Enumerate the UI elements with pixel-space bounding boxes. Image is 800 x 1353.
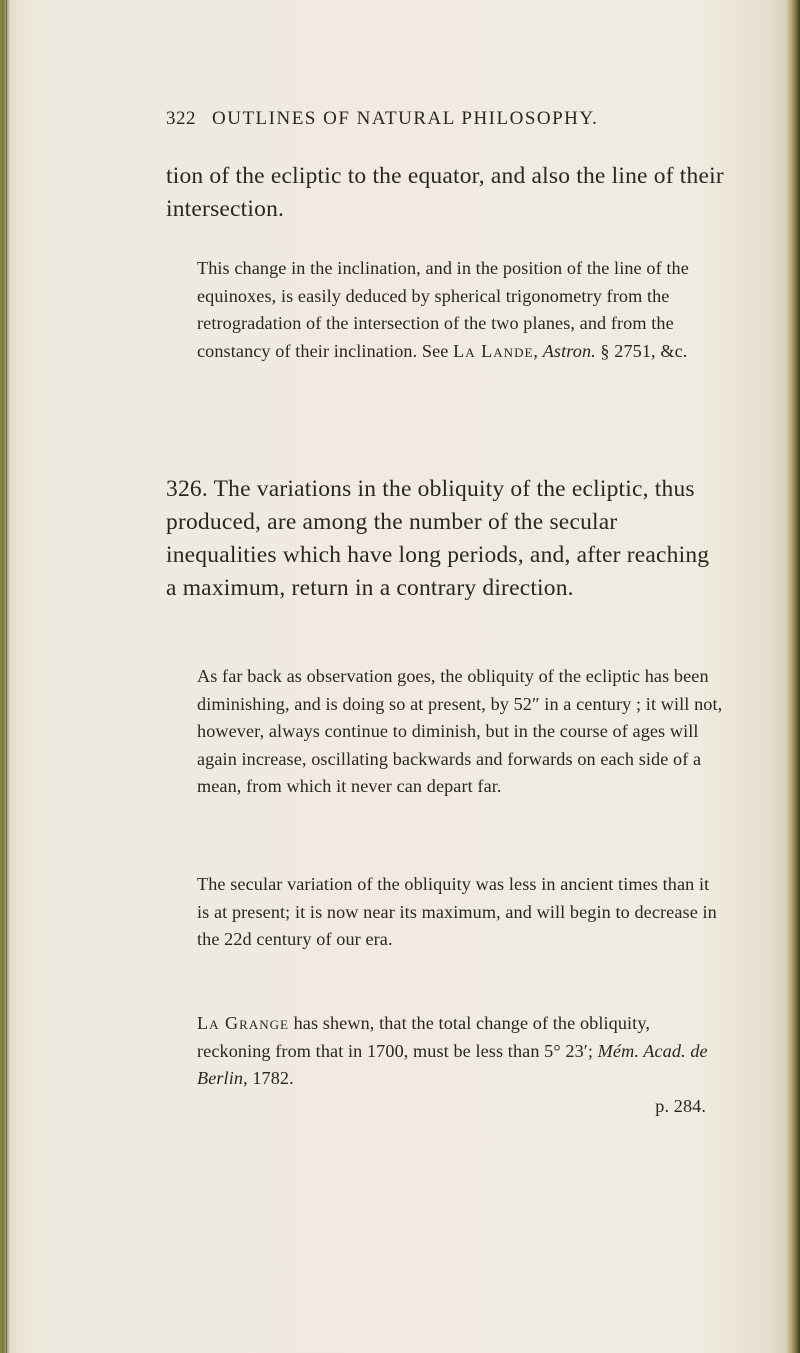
page-number: 322 [166,108,196,129]
paragraph-continuation-text: tion of the ecliptic to the equator, and also the line of their intersection. [166,163,724,222]
citation-reference: § 2751, &c. [595,340,688,361]
note-secular-text: The secular variation of the obliquity was less in ancient times than it is at present; it is now near its maximum, and will begin to decrease in the 22d century of our era. [197,874,717,949]
paragraph-note-trigonometry [166,255,724,365]
author-la-lande: La Lande [453,340,534,361]
page-edge-right [786,0,800,1353]
page-gutter-line [6,0,7,1353]
paragraph-continuation [166,160,724,226]
citation-year: , 1782. [243,1068,294,1088]
running-title: OUTLINES OF NATURAL PHILOSOPHY. [212,108,599,129]
author-la-grange: La Grange [197,1013,289,1033]
paragraph-note-lagrange [166,1010,724,1120]
note-observation-text: As far back as observation goes, the obliquity of the ecliptic has been diminishing, and is doing so at present, by 52″ in a century ; it will not, however, always continue to diminish, but in the course of ages will again increase, oscillating backwards and forwards on each side of a mean, from which it never can depart far. [197,666,723,796]
page-spine-shadow [0,0,10,1353]
paragraph-note-secular [166,871,724,954]
citation-page: p. 284. [655,1095,706,1116]
work-title-memoires: Mém. Acad. de Berlin [197,1040,708,1088]
note-lagrange-text: has shewn, that the total change of the obliquity, reckoning from that in 1700, must be less than 5° 23′; [197,1013,650,1061]
note-trigonometry-text: This change in the inclination, and in the position of the line of the equinoxes, is easily deduced by spherical trigonometry from the retrogradation of the intersection of the two planes, and from the constancy of their inclination. See [197,258,689,361]
paragraph-326 [166,473,724,605]
work-title-astron: Astron. [542,340,596,361]
running-header [166,108,726,130]
paragraph-326-text: The variations in the obliquity of the ecliptic, thus produced, are among the number of the secular inequalities which have long periods, and, after reaching a maximum, return in a contrary direction. [166,476,710,601]
paragraph-number: 326. [166,476,208,502]
citation-separator: , [533,340,543,361]
paragraph-note-observation [166,663,724,801]
